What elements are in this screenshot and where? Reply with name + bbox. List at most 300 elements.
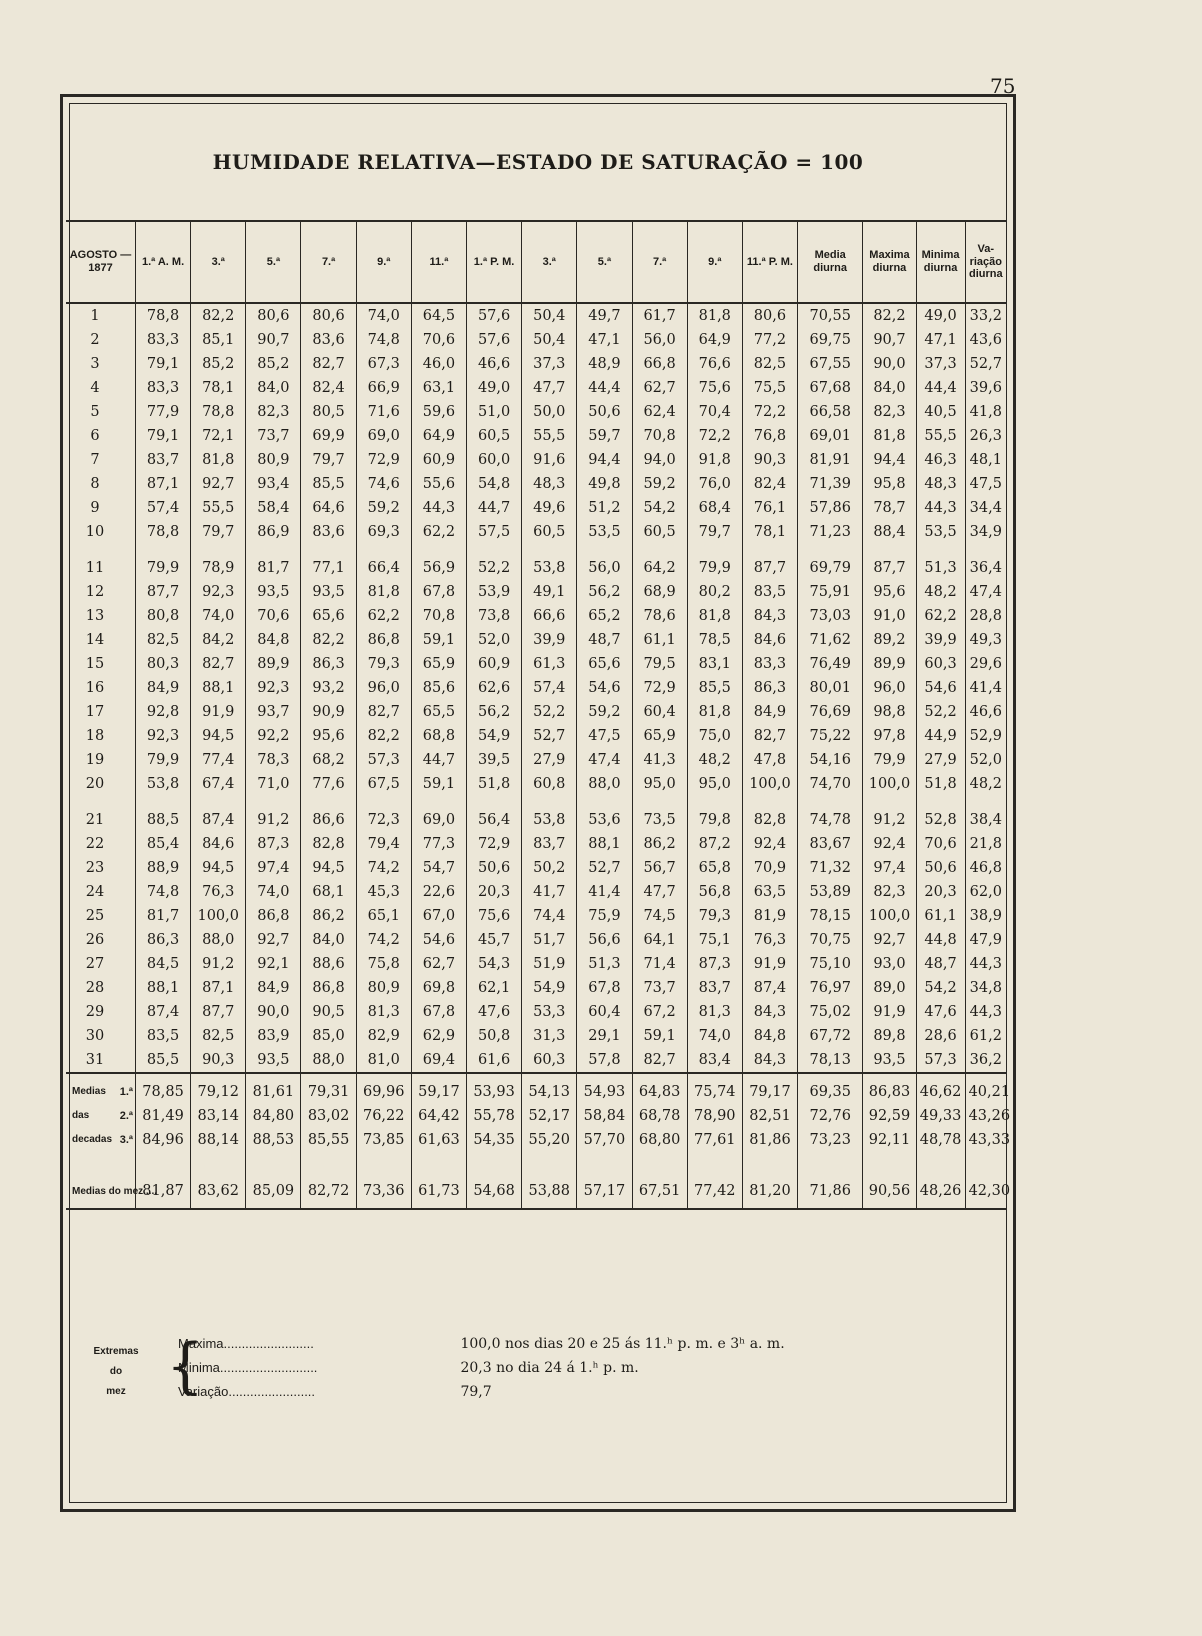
day-cell: 15 [85,656,105,672]
spacer-cell [356,544,411,556]
brace-glyph: { [166,1331,205,1401]
value-cell: 52,0 [467,628,522,652]
value-cell: 59,6 [411,400,466,424]
mean-cell: 77,61 [687,1128,742,1152]
value-cell: 41,7 [522,880,577,904]
value-cell: 54,6 [577,676,632,700]
value-cell: 39,6 [965,376,1006,400]
value-cell: 86,9 [246,520,301,544]
value-cell: 95,6 [863,580,916,604]
day-cell: 11 [85,560,105,576]
spacer-cell [798,1152,863,1174]
spacer-cell [863,544,916,556]
value-cell: 51,3 [916,556,965,580]
spacer-cell [687,796,742,808]
value-cell: 56,2 [577,580,632,604]
value-cell: 100,0 [191,904,246,928]
value-cell: 76,97 [798,976,863,1000]
value-cell: 59,2 [356,496,411,520]
value-cell: 45,3 [356,880,411,904]
value-cell: 82,3 [246,400,301,424]
day-row [66,772,1006,796]
value-cell: 79,3 [356,652,411,676]
value-cell: 57,5 [467,520,522,544]
value-cell: 84,9 [135,676,190,700]
value-cell: 52,2 [522,700,577,724]
value-cell: 80,01 [798,676,863,700]
value-cell: 70,75 [798,928,863,952]
value-cell: 48,7 [577,628,632,652]
decade-mean-row [66,1104,1006,1128]
mean-cell: 82,51 [742,1104,797,1128]
value-cell: 90,3 [191,1048,246,1073]
value-cell: 53,89 [798,880,863,904]
value-cell: 83,4 [687,1048,742,1073]
value-cell: 52,7 [522,724,577,748]
column-header: 9.ª [687,221,742,303]
value-cell: 69,3 [356,520,411,544]
value-cell: 73,7 [632,976,687,1000]
value-cell: 46,6 [965,700,1006,724]
value-cell: 54,16 [798,748,863,772]
value-cell: 40,5 [916,400,965,424]
month-mean-row [66,1174,1006,1209]
spacer-cell [135,796,190,808]
value-cell: 85,2 [246,352,301,376]
value-cell: 84,0 [246,376,301,400]
value-cell: 26,3 [965,424,1006,448]
day-row [66,628,1006,652]
value-cell: 65,6 [577,652,632,676]
value-cell: 54,6 [411,928,466,952]
month-mean-cell: 73,36 [356,1174,411,1209]
value-cell: 74,2 [356,928,411,952]
value-cell: 88,0 [577,772,632,796]
value-cell: 74,0 [687,1024,742,1048]
value-cell: 72,9 [356,448,411,472]
value-cell: 46,3 [916,448,965,472]
spacer-cell [135,544,190,556]
value-cell: 69,79 [798,556,863,580]
mean-cell: 92,59 [863,1104,916,1128]
day-row [66,676,1006,700]
value-cell: 81,7 [246,556,301,580]
extremes-heading-line: mez [106,1386,126,1397]
value-cell: 86,2 [301,904,356,928]
spacer-cell [191,1152,246,1174]
spacer-cell [577,796,632,808]
value-cell: 76,1 [742,496,797,520]
value-cell: 61,6 [467,1048,522,1073]
value-cell: 60,4 [577,1000,632,1024]
value-cell: 82,2 [356,724,411,748]
value-cell: 68,1 [301,880,356,904]
value-cell: 95,6 [301,724,356,748]
value-cell: 70,6 [411,328,466,352]
value-cell: 20,3 [916,880,965,904]
value-cell: 89,2 [863,628,916,652]
value-cell: 61,3 [522,652,577,676]
spacer-cell [965,1152,1006,1174]
value-cell: 67,68 [798,376,863,400]
mean-cell: 49,33 [916,1104,965,1128]
value-cell: 67,2 [632,1000,687,1024]
value-cell: 49,0 [916,303,965,328]
value-cell: 59,1 [411,772,466,796]
value-cell: 82,7 [301,352,356,376]
value-cell: 54,9 [467,724,522,748]
month-mean-cell: 53,88 [522,1174,577,1209]
value-cell: 54,9 [522,976,577,1000]
column-header: Media diurna [798,221,863,303]
decade-mean-label [66,1128,135,1152]
value-cell: 48,7 [916,952,965,976]
value-cell: 79,7 [301,448,356,472]
value-cell: 82,7 [191,652,246,676]
value-cell: 51,3 [577,952,632,976]
value-cell: 72,2 [742,400,797,424]
value-cell: 94,5 [191,856,246,880]
value-cell: 53,5 [577,520,632,544]
spacer-cell [301,544,356,556]
value-cell: 66,8 [632,352,687,376]
value-cell: 66,6 [522,604,577,628]
value-cell: 41,4 [577,880,632,904]
value-cell: 60,5 [632,520,687,544]
value-cell: 29,6 [965,652,1006,676]
value-cell: 72,9 [467,832,522,856]
value-cell: 60,0 [467,448,522,472]
value-cell: 62,4 [632,400,687,424]
value-cell: 88,1 [191,676,246,700]
value-cell: 47,4 [965,580,1006,604]
value-cell: 52,8 [916,808,965,832]
value-cell: 59,1 [411,628,466,652]
value-cell: 55,5 [191,496,246,520]
value-cell: 92,1 [246,952,301,976]
value-cell: 53,8 [522,556,577,580]
value-cell: 67,55 [798,352,863,376]
spacer-row [66,796,1006,808]
day-row [66,1024,1006,1048]
value-cell: 87,3 [246,832,301,856]
day-cell: 23 [85,860,105,876]
value-cell: 56,6 [577,928,632,952]
value-cell: 52,2 [916,700,965,724]
value-cell: 29,1 [577,1024,632,1048]
value-cell: 37,3 [522,352,577,376]
value-cell: 86,6 [301,808,356,832]
value-cell: 92,2 [246,724,301,748]
value-cell: 59,1 [632,1024,687,1048]
day-row [66,952,1006,976]
value-cell: 49,7 [577,303,632,328]
value-cell: 72,2 [687,424,742,448]
value-cell: 81,8 [356,580,411,604]
mean-cell: 40,21 [965,1073,1006,1104]
value-cell: 52,2 [467,556,522,580]
day-row [66,1000,1006,1024]
value-cell: 62,7 [411,952,466,976]
value-cell: 89,0 [863,976,916,1000]
value-cell: 72,1 [191,424,246,448]
value-cell: 65,1 [356,904,411,928]
value-cell: 57,4 [522,676,577,700]
value-cell: 84,5 [135,952,190,976]
month-mean-cell: 83,62 [191,1174,246,1209]
mean-cell: 83,14 [191,1104,246,1128]
month-mean-cell: 42,30 [965,1174,1006,1209]
value-cell: 71,6 [356,400,411,424]
spacer-cell [632,1152,687,1174]
value-cell: 34,9 [965,520,1006,544]
spacer-cell [863,1152,916,1174]
value-cell: 85,6 [411,676,466,700]
value-cell: 73,8 [467,604,522,628]
mean-cell: 68,80 [632,1128,687,1152]
value-cell: 89,9 [863,652,916,676]
value-cell: 80,8 [135,604,190,628]
day-row [66,1048,1006,1073]
day-cell: 29 [85,1004,105,1020]
value-cell: 90,5 [301,1000,356,1024]
value-cell: 39,9 [916,628,965,652]
value-cell: 78,8 [135,303,190,328]
value-cell: 83,6 [301,328,356,352]
value-cell: 78,15 [798,904,863,928]
mean-cell: 79,17 [742,1073,797,1104]
value-cell: 88,5 [135,808,190,832]
decade-label-text: das [72,1110,90,1121]
value-cell: 53,3 [522,1000,577,1024]
value-cell: 69,0 [356,424,411,448]
day-row [66,652,1006,676]
value-cell: 54,7 [411,856,466,880]
spacer-cell [798,796,863,808]
value-cell: 85,5 [301,472,356,496]
value-cell: 70,55 [798,303,863,328]
spacer-cell [632,796,687,808]
extreme-label: Minima........................... [178,1360,318,1375]
value-cell: 31,3 [522,1024,577,1048]
extremes-heading-line: Extremas [93,1346,139,1357]
day-row [66,376,1006,400]
value-cell: 49,6 [522,496,577,520]
mean-cell: 84,80 [246,1104,301,1128]
mean-cell: 58,84 [577,1104,632,1128]
value-cell: 92,3 [246,676,301,700]
value-cell: 43,6 [965,328,1006,352]
value-cell: 44,3 [411,496,466,520]
value-cell: 87,4 [742,976,797,1000]
value-cell: 41,8 [965,400,1006,424]
month-mean-cell: 61,73 [411,1174,466,1209]
day-cell: 12 [85,584,105,600]
value-cell: 47,8 [742,748,797,772]
column-header: 5.ª [577,221,632,303]
value-cell: 81,7 [135,904,190,928]
spacer-cell [965,544,1006,556]
value-cell: 62,9 [411,1024,466,1048]
spacer-cell [411,796,466,808]
value-cell: 76,0 [687,472,742,496]
value-cell: 97,4 [246,856,301,880]
value-cell: 75,91 [798,580,863,604]
value-cell: 47,4 [577,748,632,772]
value-cell: 21,8 [965,832,1006,856]
mean-cell: 79,31 [301,1073,356,1104]
value-cell: 62,0 [965,880,1006,904]
spacer-cell [191,544,246,556]
value-cell: 61,2 [965,1024,1006,1048]
day-cell: 3 [90,356,100,372]
value-cell: 46,8 [965,856,1006,880]
spacer-cell [135,1152,190,1174]
value-cell: 90,7 [863,328,916,352]
value-cell: 53,5 [916,520,965,544]
mean-cell: 69,96 [356,1073,411,1104]
value-cell: 41,3 [632,748,687,772]
decade-number: 1.ª [119,1086,133,1098]
mean-cell: 73,85 [356,1128,411,1152]
value-cell: 76,49 [798,652,863,676]
spacer-cell [577,544,632,556]
value-cell: 47,7 [522,376,577,400]
value-cell: 83,3 [135,328,190,352]
value-cell: 51,8 [916,772,965,796]
value-cell: 64,9 [411,424,466,448]
month-mean-cell: 85,09 [246,1174,301,1209]
day-cell: 30 [85,1028,105,1044]
value-cell: 48,2 [916,580,965,604]
day-cell: 4 [90,380,100,396]
day-cell: 8 [90,476,100,492]
value-cell: 82,7 [632,1048,687,1073]
value-cell: 74,0 [246,880,301,904]
mean-cell: 81,86 [742,1128,797,1152]
value-cell: 92,7 [191,472,246,496]
value-cell: 75,10 [798,952,863,976]
extremes-heading-line: do [109,1366,123,1377]
day-row [66,303,1006,328]
value-cell: 92,7 [863,928,916,952]
value-cell: 79,9 [135,556,190,580]
value-cell: 60,9 [467,652,522,676]
value-cell: 93,4 [246,472,301,496]
value-cell: 81,8 [687,604,742,628]
value-cell: 85,1 [191,328,246,352]
month-mean-cell: 67,51 [632,1174,687,1209]
day-cell: 28 [85,980,105,996]
mean-cell: 53,93 [467,1073,522,1104]
value-cell: 60,5 [467,424,522,448]
value-cell: 82,7 [742,724,797,748]
month-mean-cell: 81,87 [135,1174,190,1209]
value-cell: 59,7 [577,424,632,448]
spacer-cell [916,1152,965,1174]
extreme-value: 100,0 nos dias 20 e 25 ás 11.ʰ p. m. e 3ʰ a. m. [460,1336,785,1352]
value-cell: 57,8 [577,1048,632,1073]
day-row [66,724,1006,748]
value-cell: 49,3 [965,628,1006,652]
value-cell: 47,5 [965,472,1006,496]
value-cell: 44,3 [916,496,965,520]
value-cell: 84,8 [742,1024,797,1048]
mean-cell: 46,62 [916,1073,965,1104]
value-cell: 84,0 [301,928,356,952]
value-cell: 67,8 [411,580,466,604]
mean-cell: 54,35 [467,1128,522,1152]
value-cell: 82,5 [191,1024,246,1048]
value-cell: 74,8 [356,328,411,352]
value-cell: 86,3 [135,928,190,952]
value-cell: 92,8 [135,700,190,724]
value-cell: 74,0 [356,303,411,328]
value-cell: 47,1 [916,328,965,352]
spacer-cell [522,796,577,808]
value-cell: 75,5 [742,376,797,400]
value-cell: 52,9 [965,724,1006,748]
decade-mean-label [66,1073,135,1104]
value-cell: 80,9 [356,976,411,1000]
value-cell: 95,0 [632,772,687,796]
value-cell: 79,4 [356,832,411,856]
day-row [66,832,1006,856]
value-cell: 97,4 [863,856,916,880]
value-cell: 50,6 [916,856,965,880]
value-cell: 94,0 [632,448,687,472]
value-cell: 79,9 [135,748,190,772]
mean-cell: 64,83 [632,1073,687,1104]
value-cell: 55,5 [916,424,965,448]
extreme-value: 79,7 [460,1384,492,1400]
value-cell: 48,2 [687,748,742,772]
value-cell: 82,4 [742,472,797,496]
value-cell: 83,3 [135,376,190,400]
mean-cell: 43,26 [965,1104,1006,1128]
value-cell: 91,0 [863,604,916,628]
value-cell: 51,2 [577,496,632,520]
value-cell: 53,9 [467,580,522,604]
value-cell: 80,3 [135,652,190,676]
value-cell: 85,2 [191,352,246,376]
value-cell: 51,7 [522,928,577,952]
month-mean-cell: 54,68 [467,1174,522,1209]
value-cell: 56,0 [577,556,632,580]
spacer-cell [467,544,522,556]
mean-cell: 54,13 [522,1073,577,1104]
spacer-cell [687,544,742,556]
value-cell: 38,9 [965,904,1006,928]
value-cell: 84,6 [742,628,797,652]
value-cell: 85,5 [687,676,742,700]
mean-cell: 79,12 [191,1073,246,1104]
value-cell: 52,0 [965,748,1006,772]
value-cell: 47,6 [467,1000,522,1024]
spacer-cell [965,796,1006,808]
day-cell: 6 [90,428,100,444]
value-cell: 87,2 [687,832,742,856]
decade-mean-row [66,1073,1006,1104]
day-row [66,748,1006,772]
extreme-label: Variação........................ [178,1384,316,1399]
value-cell: 56,2 [467,700,522,724]
value-cell: 75,6 [687,376,742,400]
value-cell: 90,3 [742,448,797,472]
value-cell: 84,2 [191,628,246,652]
day-cell: 7 [90,452,100,468]
day-row [66,976,1006,1000]
